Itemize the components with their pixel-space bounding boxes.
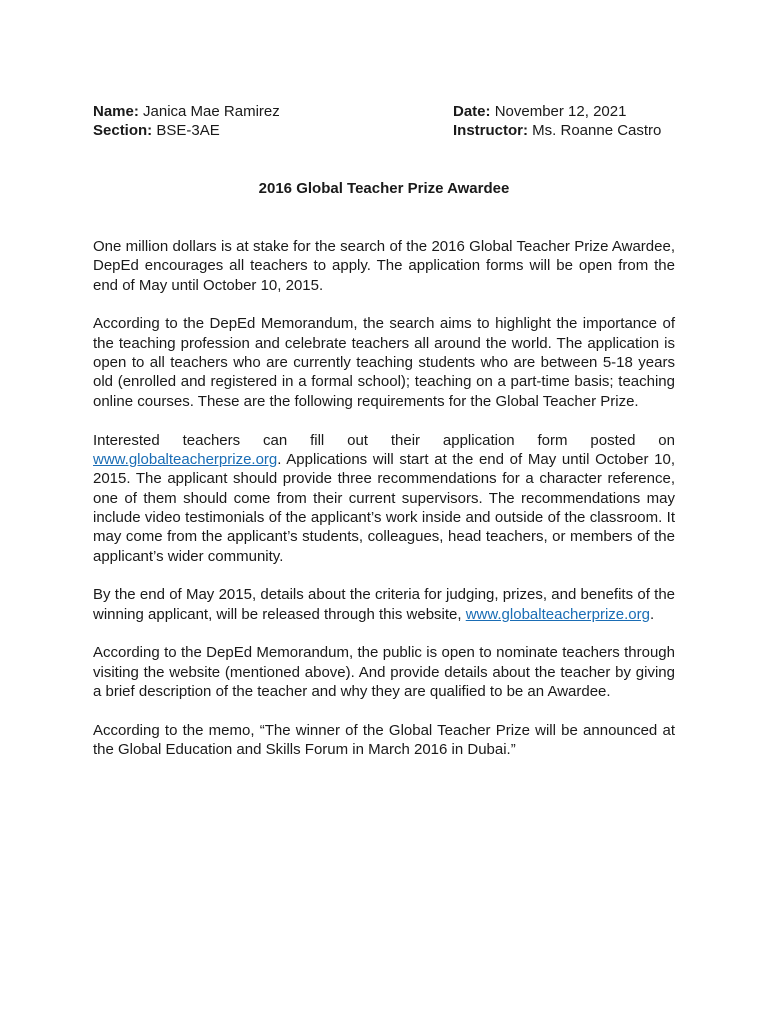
header-row-1 [93,102,675,121]
paragraph-3-text-end: . Applications will start at the end of May until October 10, 2015. The applicant should provide three recommendations for a character reference, one of them should come from their current supervisors. The recommendations may include video testimonials of the applicant’s work inside and outside of the classroom. It may come from the applicant’s students, colleagues, head teachers, or members of the applicant’s wider community. [93,450,675,565]
paragraph-4 [93,585,675,624]
section-value: BSE-3AE [156,122,220,139]
paragraph-3-text-start: Interested teachers can fill out their application form posted on [93,431,675,449]
paragraph-3 [93,431,675,566]
name-field [93,102,453,121]
paragraph-4-text-end: . [649,605,655,623]
date-value: November 12, 2021 [494,103,627,120]
document-title: 2016 Global Teacher Prize Awardee [258,180,510,197]
date-label: Date: [453,103,491,120]
document-body [93,237,675,779]
date-field [453,102,675,121]
name-label: Name: [93,103,139,120]
website-link[interactable]: www.globalteacherprize.org [93,450,278,468]
paragraph-6: According to the memo, “The winner of the Global Teacher Prize will be announced at the Global Education and Skills Forum in March 2016 in Dubai.” [93,721,675,759]
document-header [93,102,675,140]
paragraph-5: According to the DepEd Memorandum, the public is open to nominate teachers through visiting the website (mentioned above). And provide details about the teacher by giving a brief description of the teacher and why they are qualified to be an Awardee. [93,644,675,701]
paragraph-2: According to the DepEd Memorandum, the search aims to highlight the importance of the teaching profession and celebrate teachers all around the world. The application is open to all teachers who are currently teaching students who are between 5-18 years old (enrolled and registered in a formal school); teaching on a part-time basis; teaching online courses. These are the following requirements for the Global Teacher Prize. [93,315,675,410]
name-value: Janica Mae Ramirez [143,103,280,120]
header-row-2 [93,121,675,140]
section-field [93,121,453,140]
paragraph-4-text-start: By the end of May 2015, details about the criteria for judging, prizes, and benefits of the winning applicant, will be released through this website, [93,586,675,623]
instructor-field [453,121,675,140]
section-label: Section: [93,122,153,139]
paragraph-1: One million dollars is at stake for the search of the 2016 Global Teacher Prize Awardee, DepEd encourages all teachers to apply. The application forms will be open from the end of May until October 10, 2015. [93,238,675,294]
website-link-2[interactable]: www.globalteacherprize.org [465,605,650,623]
instructor-value: Ms. Roanne Castro [532,122,662,139]
instructor-label: Instructor: [453,122,528,139]
